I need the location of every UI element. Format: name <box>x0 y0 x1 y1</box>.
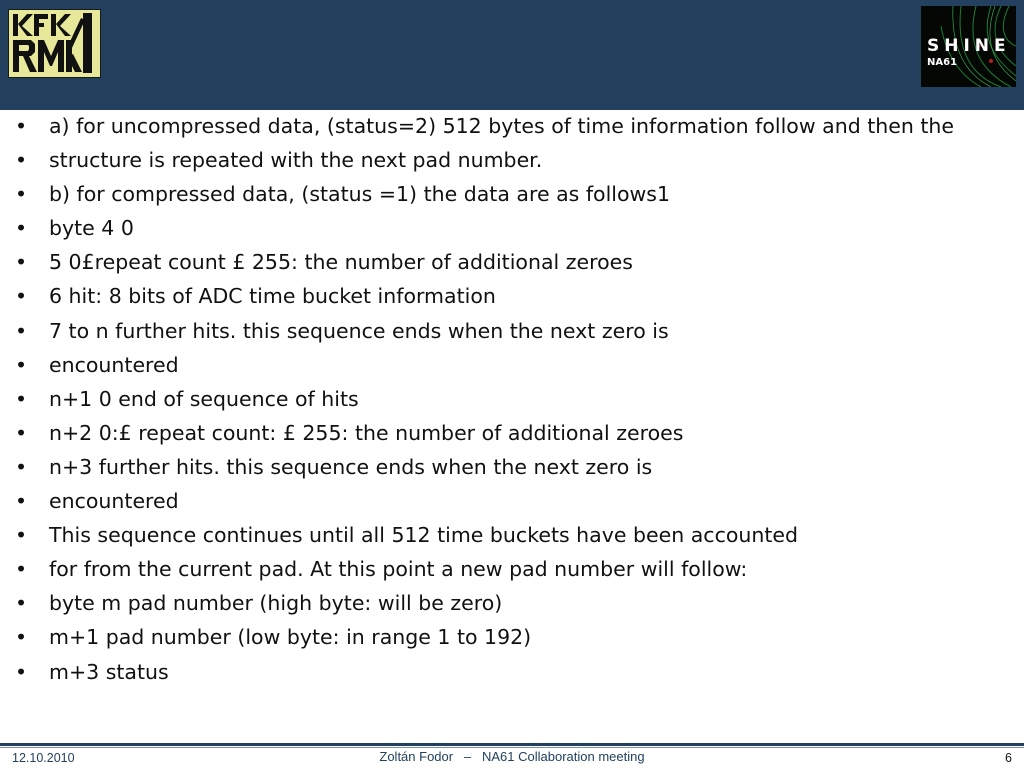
bullet-glyph: • <box>15 591 28 616</box>
bullet-text: for from the current pad. At this point a new pad number will follow: <box>49 557 748 582</box>
bullet-text: encountered <box>49 489 179 514</box>
bullet-item <box>15 557 1005 582</box>
bullet-glyph: • <box>15 250 28 275</box>
bullet-text: 7 to n further hits. this sequence ends when the next zero is <box>49 318 669 343</box>
bullet-item <box>15 148 1005 173</box>
bullet-item <box>15 353 1005 378</box>
bullet-item <box>15 216 1005 241</box>
bullet-text: 5 0£repeat count £ 255: the number of additional zeroes <box>49 250 633 275</box>
bullet-glyph: • <box>15 523 28 548</box>
bullet-item <box>15 660 1005 685</box>
bullet-glyph: • <box>15 114 28 138</box>
footer-date: 12.10.2010 <box>12 751 75 765</box>
bullet-item <box>15 387 1005 412</box>
bullet-text: byte m pad number (high byte: will be zero) <box>49 591 503 616</box>
bullet-item <box>15 591 1005 616</box>
shine-na61-logo <box>921 6 1016 87</box>
slide-bullet-list <box>15 114 1005 694</box>
bullet-glyph: • <box>15 148 28 173</box>
bullet-text: n+2 0:£ repeat count: £ 255: the number of additional zeroes <box>49 420 684 445</box>
bullet-glyph: • <box>15 659 28 684</box>
bullet-item <box>15 625 1005 650</box>
header-bar <box>0 0 1024 110</box>
footer-divider-thin <box>0 747 1024 748</box>
page-number: 6 <box>1005 751 1012 765</box>
bullet-glyph: • <box>15 216 28 241</box>
bullet-glyph: • <box>15 352 28 377</box>
bullet-item <box>15 489 1005 514</box>
footer-divider <box>0 743 1024 746</box>
bullet-glyph: • <box>15 454 28 479</box>
bullet-glyph: • <box>15 386 28 411</box>
bullet-item <box>15 523 1005 548</box>
kfki-rmki-logo <box>8 9 101 78</box>
bullet-text: structure is repeated with the next pad number. <box>49 148 543 173</box>
bullet-text: encountered <box>49 352 179 377</box>
bullet-text: b) for compressed data, (status =1) the data are as follows1 <box>49 182 671 207</box>
bullet-text: This sequence continues until all 512 time buckets have been accounted <box>49 523 799 548</box>
bullet-text: 6 hit: 8 bits of ADC time bucket information <box>49 284 496 309</box>
bullet-item <box>15 455 1005 480</box>
shine-logo-subtitle: NA61 <box>927 57 958 68</box>
bullet-item <box>15 421 1005 446</box>
bullet-item <box>15 182 1005 207</box>
bullet-glyph: • <box>15 420 28 445</box>
bullet-glyph: • <box>15 557 28 582</box>
shine-logo-title: SHINE <box>927 36 1011 56</box>
bullet-text: a) for uncompressed data, (status=2) 512 bytes of time information follow and then the <box>49 114 955 138</box>
bullet-glyph: • <box>15 284 28 309</box>
bullet-text: n+3 further hits. this sequence ends when the next zero is <box>49 454 653 479</box>
bullet-item <box>15 319 1005 344</box>
bullet-item <box>15 284 1005 309</box>
bullet-glyph: • <box>15 182 28 207</box>
bullet-text: byte 4 0 <box>49 216 134 241</box>
bullet-item <box>15 250 1005 275</box>
bullet-text: m+1 pad number (low byte: in range 1 to 192) <box>49 625 532 650</box>
bullet-text: n+1 0 end of sequence of hits <box>49 386 359 411</box>
bullet-glyph: • <box>15 318 28 343</box>
footer-presenter-meeting: Zoltán Fodor – NA61 Collaboration meeting <box>379 749 645 764</box>
bullet-text: m+3 status <box>49 659 169 684</box>
bullet-glyph: • <box>15 625 28 650</box>
bullet-glyph: • <box>15 489 28 514</box>
bullet-item <box>15 114 1005 139</box>
